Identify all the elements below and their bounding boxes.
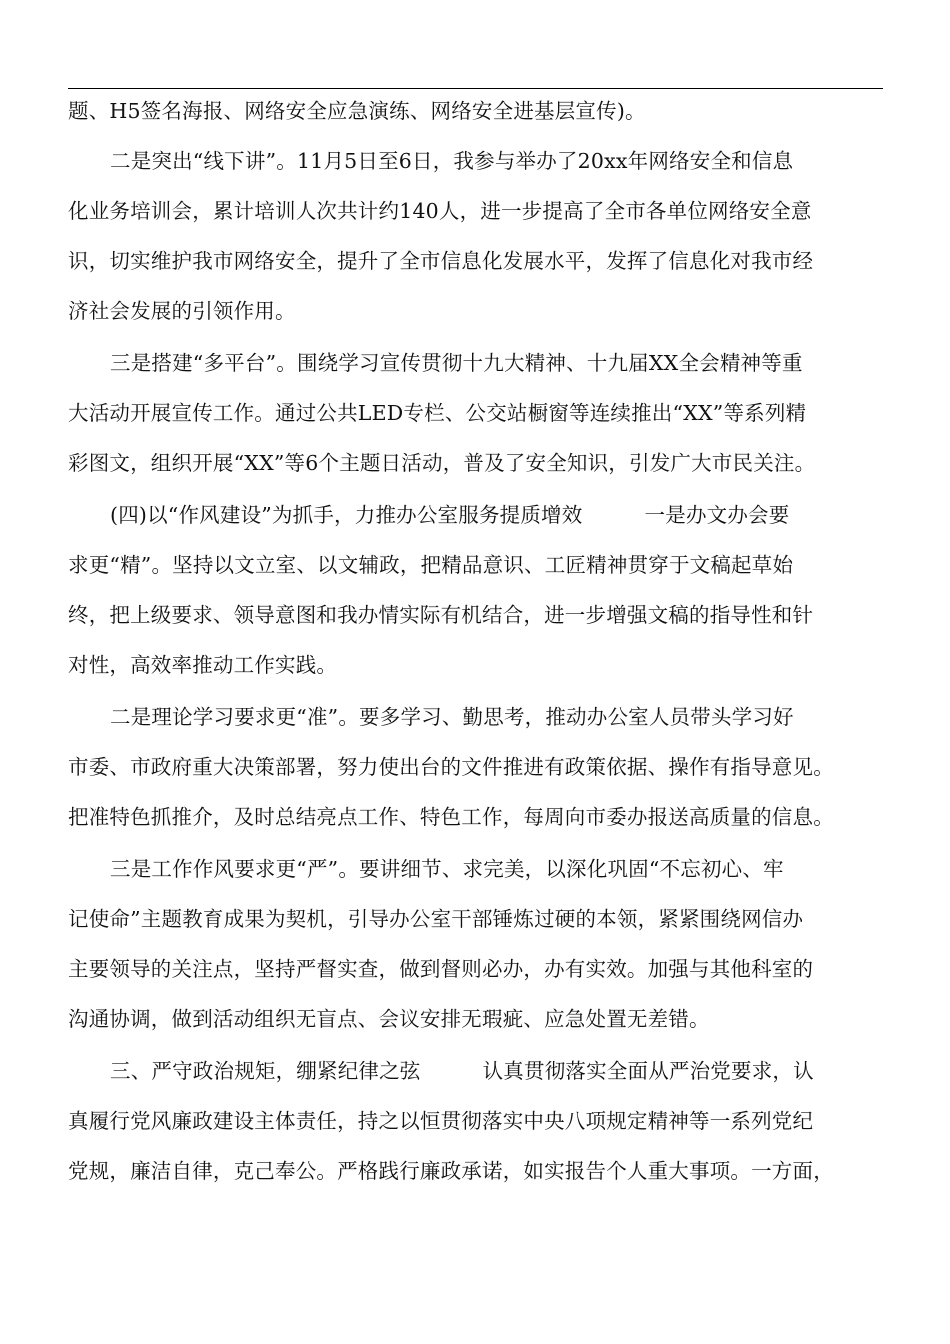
- text-line: 二是理论学习要求更“准”。要多学习、勤思考，推动办公室人员带头学习好: [110, 705, 794, 729]
- text-line: 题、H5签名海报、网络安全应急演练、网络安全进基层宣传)。: [68, 99, 646, 123]
- text-line: 彩图文，组织开展“XX”等6个主题日活动，普及了安全知识，引发广大市民关注。: [68, 451, 816, 475]
- text-line: 化业务培训会，累计培训人次共计约140人，进一步提高了全市各单位网络安全意: [68, 199, 812, 223]
- paragraph-multi-platform: [68, 347, 883, 479]
- text-line: 市委、市政府重大决策部署，努力使出台的文件推进有政策依据、操作有指导意见。: [68, 755, 834, 779]
- paragraph-strict-style: [68, 853, 883, 1035]
- text-line: 沟通协调，做到活动组织无盲点、会议安排无瑕疵、应急处置无差错。: [68, 1007, 710, 1031]
- section-heading-line: 三、严守政治规矩，绷紧纪律之弦 认真贯彻落实全面从严治党要求，认: [110, 1059, 814, 1083]
- text-line: 记使命”主题教育成果为契机，引导办公室干部锤炼过硬的本领，紧紧围绕网信办: [68, 907, 804, 931]
- text-line: 大活动开展宣传工作。通过公共LED专栏、公交站橱窗等连续推出“XX”等系列精: [68, 401, 807, 425]
- text-line: 真履行党风廉政建设主体责任，持之以恒贯彻落实中央八项规定精神等一系列党纪: [68, 1109, 814, 1133]
- header-rule: [68, 88, 883, 89]
- document-body: [68, 95, 883, 1187]
- text-line: 主要领导的关注点，坚持严督实查，做到督则必办，办有实效。加强与其他科室的: [68, 957, 814, 981]
- paragraph-work-style: [68, 499, 883, 681]
- section-heading-line: (四)以“作风建设”为抓手，力推办公室服务提质增效 一是办文办会要: [110, 503, 790, 527]
- text-line: 对性，高效率推动工作实践。: [68, 653, 338, 677]
- text-line: 三是搭建“多平台”。围绕学习宣传贯彻十九大精神、十九届XX全会精神等重: [110, 351, 803, 375]
- text-line: 识，切实维护我市网络安全，提升了全市信息化发展水平，发挥了信息化对我市经: [68, 249, 814, 273]
- text-line: 求更“精”。坚持以文立室、以文辅政，把精品意识、工匠精神贯穿于文稿起草始: [68, 553, 794, 577]
- text-line: 二是突出“线下讲”。11月5日至6日，我参与举办了20xx年网络安全和信息: [110, 149, 794, 173]
- text-line: 党规，廉洁自律，克己奉公。严格践行廉政承诺，如实报告个人重大事项。一方面，: [68, 1159, 834, 1183]
- text-line: 济社会发展的引领作用。: [68, 299, 296, 323]
- paragraph-theory-study: [68, 701, 883, 833]
- paragraph-offline-training: [68, 145, 883, 327]
- paragraph-continuation: [68, 95, 883, 127]
- text-line: 终，把上级要求、领导意图和我办情实际有机结合，进一步增强文稿的指导性和针: [68, 603, 814, 627]
- text-line: 把准特色抓推介，及时总结亮点工作、特色工作，每周向市委办报送高质量的信息。: [68, 805, 834, 829]
- paragraph-political-rules: [68, 1055, 883, 1187]
- text-line: 三是工作作风要求更“严”。要讲细节、求完美，以深化巩固“不忘初心、牢: [110, 857, 784, 881]
